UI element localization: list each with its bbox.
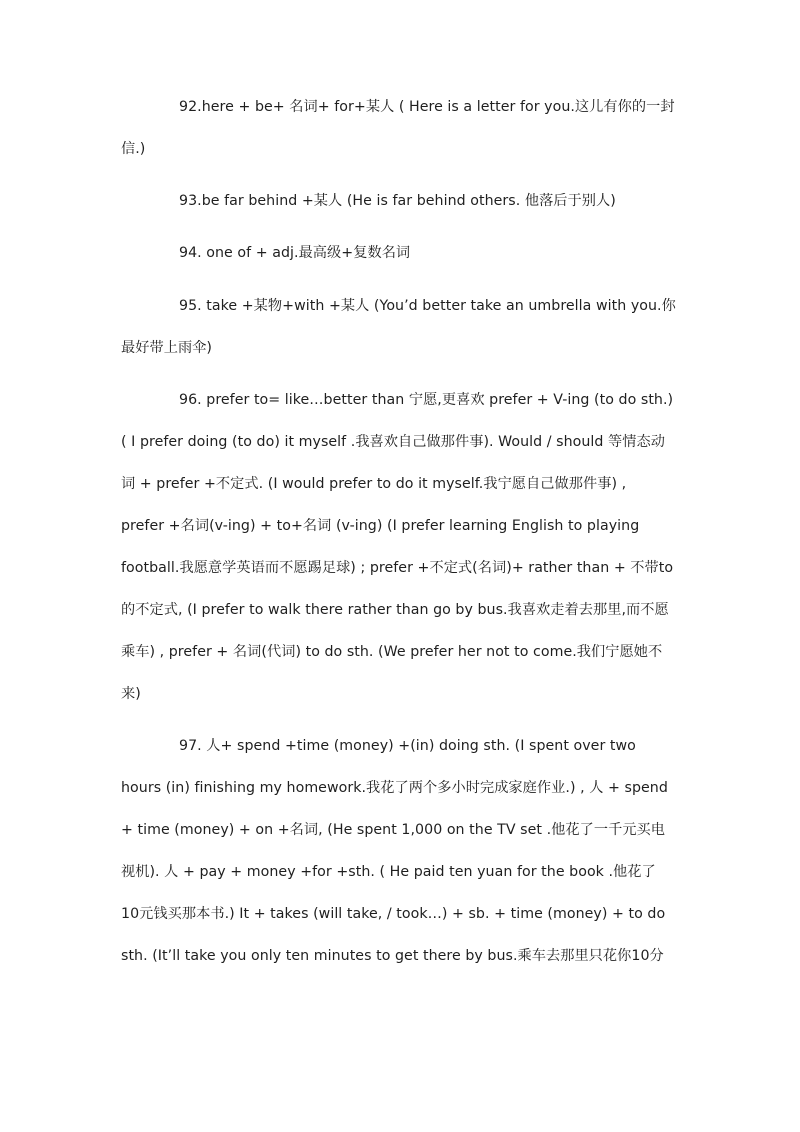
item-96-line-5: football.我愿意学英语而不愿踢足球) ; prefer +不定式(名词)+ rather than + 不带to xyxy=(121,560,674,576)
item-94-line-1: 94. one of + adj.最高级+复数名词 xyxy=(179,245,411,261)
item-92-line-2: 信.) xyxy=(121,141,146,157)
item-96-line-1: 96. prefer to= like…better than 宁愿,更喜欢 prefer + V-ing (to do sth.) xyxy=(179,392,674,408)
item-96-line-7: 乘车) , prefer + 名词(代词) to do sth. (We prefer her not to come.我们宁愿她不 xyxy=(121,644,663,660)
item-93-line-1: 93.be far behind +某人 (He is far behind others. 他落后于别人) xyxy=(179,193,616,209)
item-97-line-4: 视机). 人 + pay + money +for +sth. ( He paid ten yuan for the book .他花了 xyxy=(121,864,656,880)
item-92-line-1: 92.here + be+ 名词+ for+某人 ( Here is a letter for you.这儿有你的一封 xyxy=(179,99,675,115)
item-96-line-3: 词 + prefer +不定式. (I would prefer to do it myself.我宁愿自己做那件事) , xyxy=(121,476,627,492)
item-96-line-6: 的不定式, (I prefer to walk there rather than go by bus.我喜欢走着去那里,而不愿 xyxy=(121,602,669,618)
item-97-line-3: + time (money) + on +名词, (He spent 1,000 on the TV set .他花了一千元买电 xyxy=(121,822,666,838)
item-97-line-6: sth. (It’ll take you only ten minutes to get there by bus.乘车去那里只花你10分 xyxy=(121,948,664,964)
item-96-line-2: ( I prefer doing (to do) it myself .我喜欢自己做那件事). Would / should 等情态动 xyxy=(121,434,665,450)
item-95-line-1: 95. take +某物+with +某人 (You’d better take an umbrella with you.你 xyxy=(179,298,676,314)
item-95-line-2: 最好带上雨伞) xyxy=(121,340,213,356)
item-96-line-8: 来) xyxy=(121,686,141,702)
item-97-line-5: 10元钱买那本书.) It + takes (will take, / took…) + sb. + time (money) + to do xyxy=(121,906,666,922)
item-97-line-1: 97. 人+ spend +time (money) +(in) doing sth. (I spent over two xyxy=(179,738,636,754)
item-96-line-4: prefer +名词(v-ing) + to+名词 (v-ing) (I prefer learning English to playing xyxy=(121,518,640,534)
item-97-line-2: hours (in) finishing my homework.我花了两个多小时完成家庭作业.) , 人 + spend xyxy=(121,780,668,796)
